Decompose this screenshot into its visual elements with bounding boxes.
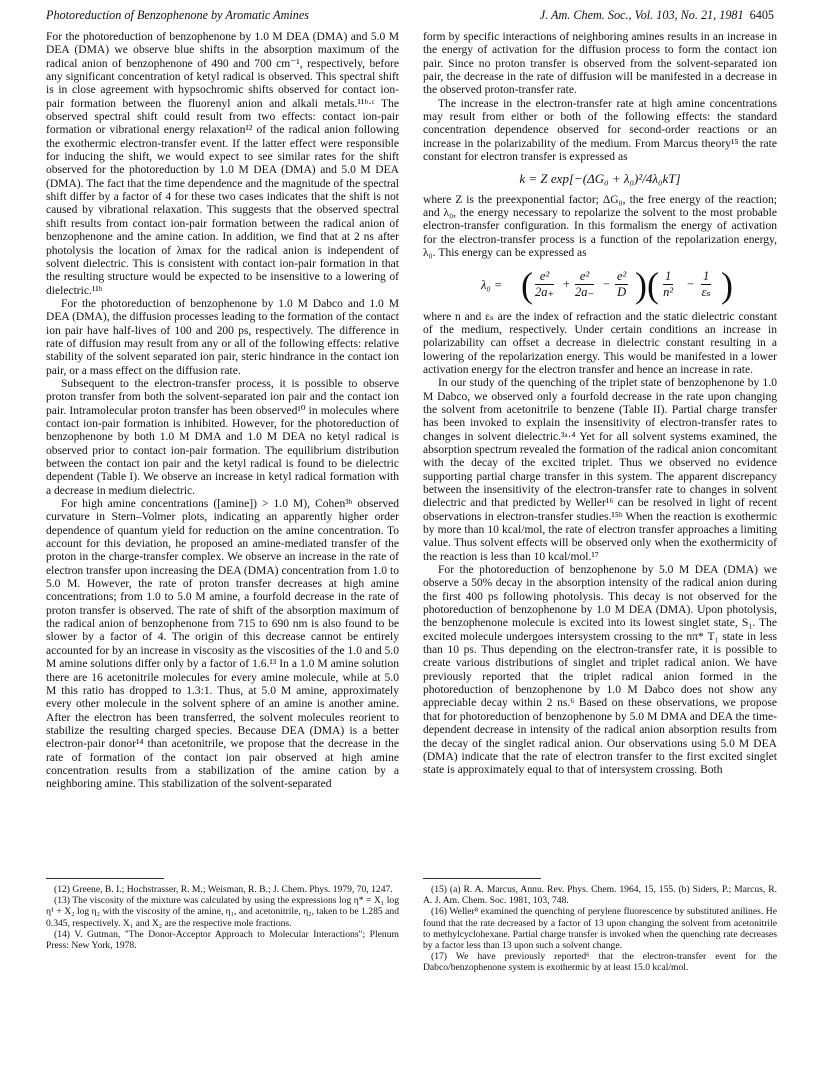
page-number: 6405	[749, 8, 774, 22]
footnotes-right	[423, 878, 777, 974]
paragraph: form by specific interactions of neighboring amines results in an increase in the energy of activation for the diffusion process to form the contact ion pair. Since no proton transfer is observed from the solvent-separated ion pair, the decrease in the rate of diffusion will be manifested in a decrease in the observed proton-transfer rate.	[423, 31, 777, 97]
fraction: $\frac{\text{e²}}{D}$	[617, 268, 627, 299]
left-column	[46, 31, 399, 792]
footnote: (14) V. Gutman, "The Donor-Acceptor Approach to Molecular Interactions"; Plenum Press: New York, 1978.	[46, 928, 399, 952]
paragraph: where Z is the preexponential factor; ΔG₀, the free energy of the reaction; and λ₀, the energy necessary to repolarize the solvent to the most probable electron-transfer configuration. In this formalism the energy of activation for the electron-transfer process is a function of the repolarization energy, λ₀. This energy can be expressed as	[423, 193, 777, 260]
paren-open: (	[647, 264, 659, 305]
running-header	[46, 8, 774, 26]
paragraph: For high amine concentrations ([amine]) > 1.0 M), Cohen³ᵇ observed curvature in Stern–Volmer plots, indicating an apparently higher order dependence of quantum yield for reduction on the amine concentration. To account for this deviation, he proposed an amine-mediated transfer of the proton in the charge-transfer complex. We observe an increase in the rate of electron transfer upon increasing the DEA (DMA) concentration from 1.0 to 5.0 M. However, the rate of proton transfer decreases at high amine concentrations; from 1.0 to 5.0 M amine, a fourfold decrease in the rate of proton transfer is observed. The rate of shift of the absorption maximum of the radical anion of benzophenone from 715 to 690 nm is also found to be slower by a factor of 4. The origin of this decrease cannot be entirely accounted for by an increase in viscosity as the viscosities of the 1.0 and 5.0 M amine solutions differ only by a factor of 1.6.¹³ In a 1.0 M amine solution there are 16 acetonitrile molecules for every amine molecule, while at 5.0 M this ratio has dropped to 1.3:1. Thus, at 5.0 M amine, approximately every other molecule in the solvent sphere of an amine is another amine. After the electron has been transferred, the solvent molecules reorient to stabilize the resulting charged species. Because DEA (DMA) is a better electron-pair donor¹⁴ than acetonitrile, we propose that the decrease in the rate of formation of the contact ion pair observed at high amine concentration results from a stabilization of the amine cation by a neighboring amine. This stabilization of the solvent-separated	[46, 498, 399, 791]
marcus-rate-equation: k = Z exp[−(ΔG₀ + λ₀)²/4λ₀kT]	[519, 171, 681, 187]
equation-lhs: λ₀ =	[481, 277, 503, 292]
paragraph: where n and εₛ are the index of refraction and the static dielectric constant of the medium, respectively. Under certain conditions an increase in polarizability can offset a decrease in dielectric constant resulting in a lowering of the repolarization energy. This would be manifested in a lower activation energy for the electron transfer and hence an increase in rate.	[423, 310, 777, 376]
running-title: Photoreduction of Benzophenone by Aromatic Amines	[46, 8, 309, 22]
paragraph: The increase in the electron-transfer rate at high amine concentrations may result from either or both of the following effects: the standard concentration dependence observed for second-order reactions or an increase in the polarizability of the medium. From Marcus theory¹⁵ the rate constant for electron transfer is expressed as	[423, 97, 777, 164]
footnote: (16) Weller⁸ examined the quenching of perylene fluorescence by substituted anilines. He found that the rate decreased by a factor of 13 upon changing the solvent from acetonitrile to methylcyclohexane. Partial charge transfer is invoked when the quenching rate decreases by a factor less than 13 upon such a solvent change.	[423, 906, 777, 952]
paragraph: For the photoreduction of benzophenone by 1.0 M DEA (DMA) and 5.0 M DEA (DMA) we observe blue shifts in the absorption maximum of the radical anion of benzophenone of 490 and 700 cm⁻¹, respectively, before any significant concentration of ketyl radical is observed. This spectral shift is in close agreement with hypsochromic shifts observed for contact ion-pair formation between the fluorenyl anion and alkali metals.¹¹ᵇ·ᶜ The observed spectral shift could result from two effects: contact ion-pair formation or vibrational energy relaxation¹² of the radical anion following the exothermic electron-transfer event. If the latter effect were responsible for inducing the shift, we would expect to see similar rates for the shift observed for the photoreduction by 1.0 M DEA (DMA) and 5.0 M DEA (DMA). The fact that the time dependence and the magnitude of the spectral shift differ by a factor of 4 for these two cases indicates that the shift is not caused by vibrational relaxation. This suggests that the observed spectral shift results from contact ion-pair formation between the radical anion of benzophenone and the amine cation. In addition, we find that at 2 ns after photolysis the location of λmax for the radical anion is independent of solvent dielectric. This is consistent with contact ion-pair formation in that the resulting structure would be expected to be insensitive to a lowering of dielectric.¹¹ᵇ	[46, 31, 399, 297]
footnote: (17) We have previously reported⁶ that the electron-transfer event for the Dabco/benzophenone system is exothermic by at least 15.0 kcal/mol.	[423, 951, 777, 974]
paragraph: In our study of the quenching of the triplet state of benzophenone by 1.0 M Dabco, we observed only a fourfold decrease in the rate upon changing the solvent from acetonitrile to benzene (Table II). Partial charge transfer has been invoked to explain the insensitivity of electron-transfer rates to changes in solvent dielectric.³ᵃ·⁴ Yet for all solvent systems examined, the absorption spectrum revealed the formation of the radical anion concomitant with the decay of the excited triplet. Thus we observed no evidence supporting partial charge transfer in this system. The apparent discrepancy between the insensitivity of the electron-transfer rate to changes in solvent dielectric and that predicted by Weller¹⁶ can be resolved in light of recent observations in electron-transfer studies.¹⁵ᵇ When the reaction is exothermic by more than 10 kcal/mol, the rate of electron transfer approaches a limiting value. Thus solvent effects will be observed only when the exothermicity of the reaction is less than 10 kcal/mol.¹⁷	[423, 377, 777, 563]
footnote: (12) Greene, B. I.; Hochstrasser, R. M.; Weisman, R. B.; J. Chem. Phys. 1979, 70, 1247.	[54, 884, 393, 895]
footnote-rule	[423, 878, 541, 879]
right-column	[423, 31, 777, 778]
journal-name: J. Am. Chem. Soc., Vol. 103, No. 21, 1981	[539, 8, 744, 22]
paragraph: For the photoreduction of benzophenone by 5.0 M DEA (DMA) we observe a 50% decay in the absorption intensity of the radical anion during the first 400 ps following photolysis. This decay is not observed for the photoreduction of benzophenone by 1.0 M DEA (DMA). Upon photolysis, the benzophenone molecule is excited into its lowest singlet state, S₁. The excited molecule undergoes intersystem crossing to the nπ* T₁ state in less than 10 ps. Thus depending on the electron-transfer rate, it is possible to create various distributions of singlet and triplet radical anion. We have previously reported that the triplet radical anion formed in the photoreduction of benzophenone by 1.0 M Dabco does not show any appreciable decay within 2 ns.⁶ Based on these observations, we propose that for photoreduction of benzophenone by 5.0 M DMA and DEA the time-dependent decrease in intensity of the radical anion absorption results from the decay of the singlet radical anion. Our observations using 5.0 M DEA (DMA) indicate that the rate of electron transfer to the first excited singlet state is approximately equal to that of intersystem crossing. Both	[423, 564, 777, 777]
paragraph: For the photoreduction of benzophenone by 1.0 M Dabco and 1.0 M DEA (DMA), the diffusion processes leading to the formation of the contact ion pair have half-lives of 100 and 200 ps, respectively. The difference in rate of diffusion may result from any or all of the following effects: relative stability of the solvent separated ion pair, steric hindrance in the contact ion pair, or a mass effect on the diffusion rate.	[46, 297, 399, 377]
fraction: $\frac{1}{\text{εₛ}}$	[701, 268, 711, 299]
paren-close: )	[635, 264, 647, 305]
repolarization-energy-equation	[423, 264, 777, 305]
footnotes-left	[46, 878, 399, 951]
paren-open: (	[521, 264, 533, 305]
footnote-rule	[46, 878, 164, 879]
footnote: (13) The viscosity of the mixture was calculated by using the expressions log η* = X₁ log η¹ + X₂ log η₂ with the viscosity of the amine, η₁, and acetonitrile, η₂, taken to be 1.285 and 0.345, respectively. X₁ and X₂ are the respective mole fractions.	[46, 895, 399, 929]
footnote: (15) (a) R. A. Marcus, Annu. Rev. Phys. Chem. 1964, 15, 155. (b) Siders, P.; Marcus, R. A. J. Am. Chem. Soc. 1981, 103, 748.	[423, 884, 777, 907]
minus-sign: −	[603, 276, 611, 291]
fraction: $\frac{\text{e²}}{2a_+}$	[535, 268, 555, 299]
minus-sign: −	[687, 276, 695, 291]
fraction: $\frac{1}{\text{n²}}$	[663, 268, 674, 299]
paren-close: )	[721, 264, 733, 305]
paragraph: Subsequent to the electron-transfer process, it is possible to observe proton transfer from both the solvent-separated ion pair and the contact ion pair. Intramolecular proton transfer has been observed¹⁰ in molecules where contact ion-pair formation is inhibited. However, for the photoreduction of benzophenone by both 1.0 M DMA and 1.0 M DEA no ketyl radical is observed prior to contact ion-pair formation. The equilibrium distribution between the contact ion pair and the ketyl radical is found to be dielectric dependent (Table I). We observe an increase in ketyl radical formation with a decrease in medium dielectric.	[46, 377, 399, 497]
fraction: $\frac{\text{e²}}{2a_-}$	[575, 268, 595, 299]
plus-sign: +	[563, 276, 571, 291]
journal-citation	[540, 8, 774, 23]
